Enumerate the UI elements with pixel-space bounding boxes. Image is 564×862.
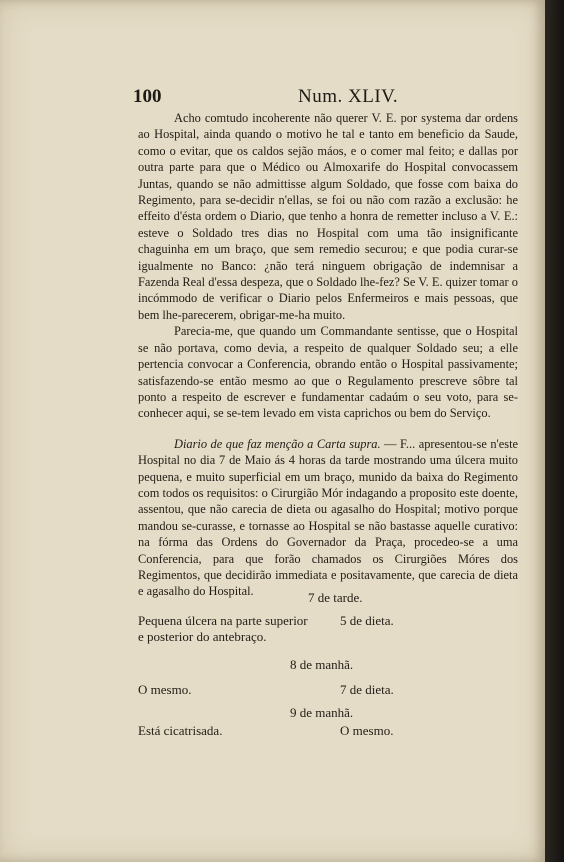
entry-treatment-3: O mesmo. [340, 723, 394, 738]
diary-title: Diario de que faz menção a Carta supra. [174, 436, 381, 451]
entry-treatment-2: 7 de dieta. [340, 682, 394, 697]
diary-text: — F... apresentou-se n'este Hospital no dia 7 de Maio ás 4 horas da tarde mostrando uma úlcera muito pequena, e muito superficial em um braço, munido da baixa do Regimento com todos os requisitos: o Cirurgião Mór indagando a proposito este doente, assentou, que não carecia de dieta ou agasalho do Hospital; motivo porque mandou se-curasse, e tornasse ao Hospital se não bastasse aquelle curativo: na fórma das Ordens do Governador da Praça, procedeo-se a uma Conferencia, para que forão chamados os Cirurgiões Móres dos Regimentos, que decidirão immediata e positavamente, que carecia de dieta e agasalho do Hospital. [138, 436, 519, 599]
entry-condition-3: Está cicatrisada. [138, 723, 223, 738]
entry-time-1: 7 de tarde. [308, 590, 363, 605]
letter-body [138, 110, 518, 600]
page-number: 100 [133, 86, 162, 107]
entry-treatment-1: 5 de dieta. [340, 613, 394, 628]
running-head: Num. XLIV. [298, 86, 399, 107]
page-header [133, 86, 513, 110]
paragraph-2: Parecia-me, que quando um Commandante sentisse, que o Hospital se não portava, como devia, a respeito de qualquer Soldado seu; a elle pertencia convocar a Conferencia, obrando então o Hospital passivamente; satisfazendo-se então mesmo ao que o Regulamento prescreve sôbre tal ponto a respeito de escrever e fundamentar cadaúm o seu voto, para se-conhecer aqui, se se-tem levado em vista caprichos ou bem do Serviço. [138, 324, 518, 421]
paragraph-1: Acho comtudo incoherente não querer V. E. por systema dar ordens ao Hospital, ainda quando o motivo he tal e tanto em beneficio da Saude, como o evitar, que os caldos sejão máos, e o comer mal feito; e dallas por outra parte para que o Médico ou Almoxarife do Hospital convocassem Juntas, quando se não admittisse algum Soldado, que fosse com baixa do Regimento, para se-decidir n'ellas, se foi ou não com razão a exclusão: he effeito d'ésta ordem o Diario, que tenho a honra de remetter incluso a V. E.: esteve o Soldado tres dias no Hospital com uma tão insignificante chaguinha em um braço, que sem remedio securou; e que podia curar-se igualmente no Banco: ¿não terá ninguem obrigação de indemnisar a Fazenda Real d'essa despeza, que o Soldado lhe-fez? Se V. E. quizer tomar o incómmodo de verificar o Diario pelos Enfermeiros e mais pessoas, que bem lhe-parecerem, obrigar-me-ha muito. [138, 111, 518, 322]
entry-time-2: 8 de manhã. [290, 657, 354, 672]
entry-condition-2: O mesmo. [138, 682, 192, 697]
entry-condition-1: Pequena úlcera na parte superior e posterior do antebraço. [138, 613, 308, 644]
book-gutter [545, 0, 564, 862]
diary-paragraph [138, 436, 518, 600]
entry-time-3: 9 de manhã. [290, 705, 354, 720]
